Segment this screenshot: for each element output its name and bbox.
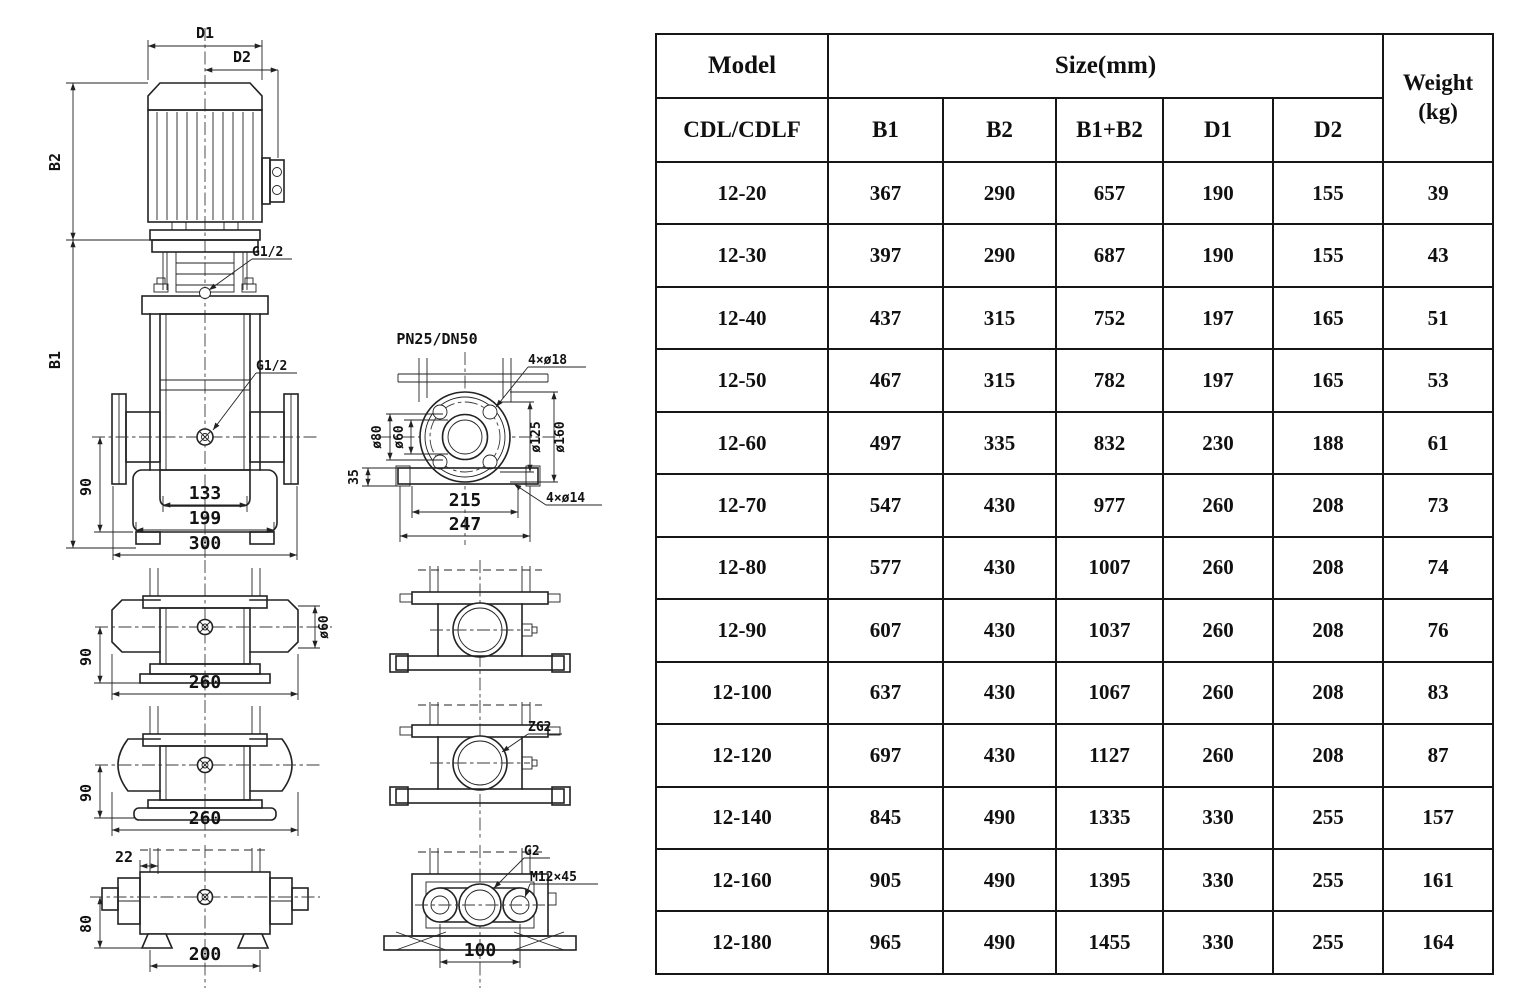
side1-dim260: 260 [188, 672, 222, 693]
cell-b2: 315 [943, 349, 1056, 411]
cell-weight: 74 [1383, 537, 1493, 599]
dim-d1-label: D1 [195, 24, 215, 42]
cell-d1: 330 [1163, 787, 1273, 849]
cell-model: 12-50 [656, 349, 828, 411]
col-header-d2: D2 [1273, 98, 1383, 162]
cell-d2: 208 [1273, 724, 1383, 786]
cell-model: 12-140 [656, 787, 828, 849]
cell-d1: 330 [1163, 911, 1273, 974]
base-bolt-label: 4×ø14 [546, 491, 586, 506]
cell-weight: 61 [1383, 412, 1493, 474]
cell-b1b2: 752 [1056, 287, 1163, 349]
m12x45-label: M12×45 [530, 870, 577, 885]
cell-b2: 490 [943, 849, 1056, 911]
header-weight [1383, 34, 1493, 162]
col-header-b1: B1 [828, 98, 943, 162]
flange-title: PN25/DN50 [396, 330, 478, 348]
port-view-1 [390, 560, 570, 700]
cell-d2: 208 [1273, 537, 1383, 599]
cell-d2: 255 [1273, 787, 1383, 849]
cell-weight: 157 [1383, 787, 1493, 849]
col-header-b2: B2 [943, 98, 1056, 162]
side-view-1 [77, 560, 332, 700]
side-view-2 [77, 700, 320, 840]
port-view-2 [390, 700, 570, 840]
table-row [656, 162, 1493, 224]
dim-d2-label: D2 [232, 48, 252, 66]
cell-weight: 73 [1383, 474, 1493, 536]
cell-weight: 164 [1383, 911, 1493, 974]
g12-upper-label: G1/2 [252, 245, 284, 260]
flange-detail-view [347, 330, 602, 545]
side3-dim200: 200 [188, 944, 222, 965]
zg2-label: ZG2 [528, 720, 552, 735]
header-model: Model [656, 34, 828, 98]
table-row [656, 349, 1493, 411]
cell-model: 12-160 [656, 849, 828, 911]
cell-weight: 51 [1383, 287, 1493, 349]
g2-label: G2 [524, 844, 540, 859]
cell-b2: 490 [943, 787, 1056, 849]
cell-b2: 490 [943, 911, 1056, 974]
cell-b2: 315 [943, 287, 1056, 349]
cell-weight: 43 [1383, 224, 1493, 286]
table-row [656, 537, 1493, 599]
cell-b1b2: 1067 [1056, 662, 1163, 724]
cell-b1: 467 [828, 349, 943, 411]
cell-d1: 330 [1163, 849, 1273, 911]
cell-b2: 430 [943, 724, 1056, 786]
table-row [656, 474, 1493, 536]
cell-b1b2: 1007 [1056, 537, 1163, 599]
side2-dim260: 260 [188, 808, 222, 829]
dim-90-main: 90 [77, 477, 95, 497]
cell-b1b2: 657 [1056, 162, 1163, 224]
dim-100: 100 [463, 940, 497, 961]
table-row [656, 224, 1493, 286]
col-header-d1: D1 [1163, 98, 1273, 162]
cell-b1: 577 [828, 537, 943, 599]
dim-b1-label: B1 [46, 350, 64, 370]
dim-b2-label: B2 [46, 152, 64, 172]
dia125-label: ø125 [529, 421, 544, 453]
side-view-3 [77, 845, 320, 988]
cell-b1b2: 1455 [1056, 911, 1163, 974]
dim-133: 133 [188, 483, 222, 504]
cell-d1: 197 [1163, 349, 1273, 411]
table-row [656, 599, 1493, 661]
cell-d1: 197 [1163, 287, 1273, 349]
cell-b1b2: 1335 [1056, 787, 1163, 849]
header-model-sub: CDL/CDLF [656, 98, 828, 162]
cell-d2: 208 [1273, 599, 1383, 661]
cell-b1: 367 [828, 162, 943, 224]
cell-d2: 208 [1273, 662, 1383, 724]
cell-weight: 53 [1383, 349, 1493, 411]
cell-model: 12-40 [656, 287, 828, 349]
cell-b1: 397 [828, 224, 943, 286]
cell-model: 12-20 [656, 162, 828, 224]
cell-b1: 697 [828, 724, 943, 786]
cell-b1b2: 687 [1056, 224, 1163, 286]
cell-d1: 230 [1163, 412, 1273, 474]
dim-300: 300 [188, 533, 222, 554]
cell-b1: 637 [828, 662, 943, 724]
cell-d2: 155 [1273, 162, 1383, 224]
flange-bolt-label: 4×ø18 [528, 353, 568, 368]
cell-model: 12-180 [656, 911, 828, 974]
cell-d2: 165 [1273, 287, 1383, 349]
table-row [656, 911, 1493, 974]
cell-b1: 547 [828, 474, 943, 536]
cell-weight: 87 [1383, 724, 1493, 786]
side3-dim80: 80 [77, 914, 95, 934]
cell-b1: 905 [828, 849, 943, 911]
cell-b1b2: 782 [1056, 349, 1163, 411]
table-row [656, 662, 1493, 724]
table-row [656, 412, 1493, 474]
side2-dim90: 90 [77, 783, 95, 803]
side1-dim90: 90 [77, 647, 95, 667]
cell-b1b2: 832 [1056, 412, 1163, 474]
cell-d1: 260 [1163, 724, 1273, 786]
cell-model: 12-120 [656, 724, 828, 786]
cell-d2: 165 [1273, 349, 1383, 411]
cell-b1: 965 [828, 911, 943, 974]
cell-model: 12-90 [656, 599, 828, 661]
dia80-label: ø80 [370, 425, 385, 449]
cell-d1: 260 [1163, 537, 1273, 599]
cell-d1: 190 [1163, 162, 1273, 224]
cell-b2: 430 [943, 474, 1056, 536]
cell-b1: 437 [828, 287, 943, 349]
dim-215: 215 [448, 490, 482, 511]
cell-d1: 260 [1163, 662, 1273, 724]
dia160-label: ø160 [553, 421, 568, 453]
cell-d1: 260 [1163, 474, 1273, 536]
cell-b2: 335 [943, 412, 1056, 474]
port-view-3 [384, 844, 598, 988]
cell-d1: 260 [1163, 599, 1273, 661]
cell-b1: 497 [828, 412, 943, 474]
dimensions-table [655, 33, 1494, 975]
cell-d2: 208 [1273, 474, 1383, 536]
cell-d2: 255 [1273, 849, 1383, 911]
cell-weight: 161 [1383, 849, 1493, 911]
cell-model: 12-100 [656, 662, 828, 724]
col-header-b1b2: B1+B2 [1056, 98, 1163, 162]
cell-b2: 430 [943, 599, 1056, 661]
table-row [656, 849, 1493, 911]
cell-d1: 190 [1163, 224, 1273, 286]
cell-b2: 290 [943, 224, 1056, 286]
cell-b2: 430 [943, 537, 1056, 599]
cell-weight: 76 [1383, 599, 1493, 661]
table-row [656, 287, 1493, 349]
main-front-view [46, 24, 318, 560]
dim-247: 247 [448, 514, 482, 535]
cell-b1: 607 [828, 599, 943, 661]
side3-dim22: 22 [114, 848, 134, 866]
table-row [656, 724, 1493, 786]
header-weight-line2: (kg) [1418, 99, 1458, 124]
cell-b2: 430 [943, 662, 1056, 724]
cell-weight: 83 [1383, 662, 1493, 724]
g12-mid-label: G1/2 [256, 359, 288, 374]
cell-d2: 155 [1273, 224, 1383, 286]
cell-model: 12-70 [656, 474, 828, 536]
cell-d2: 255 [1273, 911, 1383, 974]
dim-199: 199 [188, 508, 222, 529]
cell-b1: 845 [828, 787, 943, 849]
header-size: Size(mm) [828, 34, 1383, 98]
table-body [656, 162, 1493, 974]
header-weight-line1: Weight [1402, 70, 1474, 96]
dia60-label: ø60 [392, 425, 407, 449]
cell-d2: 188 [1273, 412, 1383, 474]
dim-35: 35 [347, 469, 362, 485]
cell-b1b2: 977 [1056, 474, 1163, 536]
cell-b1b2: 1395 [1056, 849, 1163, 911]
table-row [656, 787, 1493, 849]
cell-b1b2: 1037 [1056, 599, 1163, 661]
cell-model: 12-30 [656, 224, 828, 286]
cell-b1b2: 1127 [1056, 724, 1163, 786]
cell-b2: 290 [943, 162, 1056, 224]
side1-dia60: ø60 [317, 615, 332, 639]
cell-model: 12-60 [656, 412, 828, 474]
cell-model: 12-80 [656, 537, 828, 599]
pump-technical-drawing [0, 0, 648, 1000]
cell-weight: 39 [1383, 162, 1493, 224]
